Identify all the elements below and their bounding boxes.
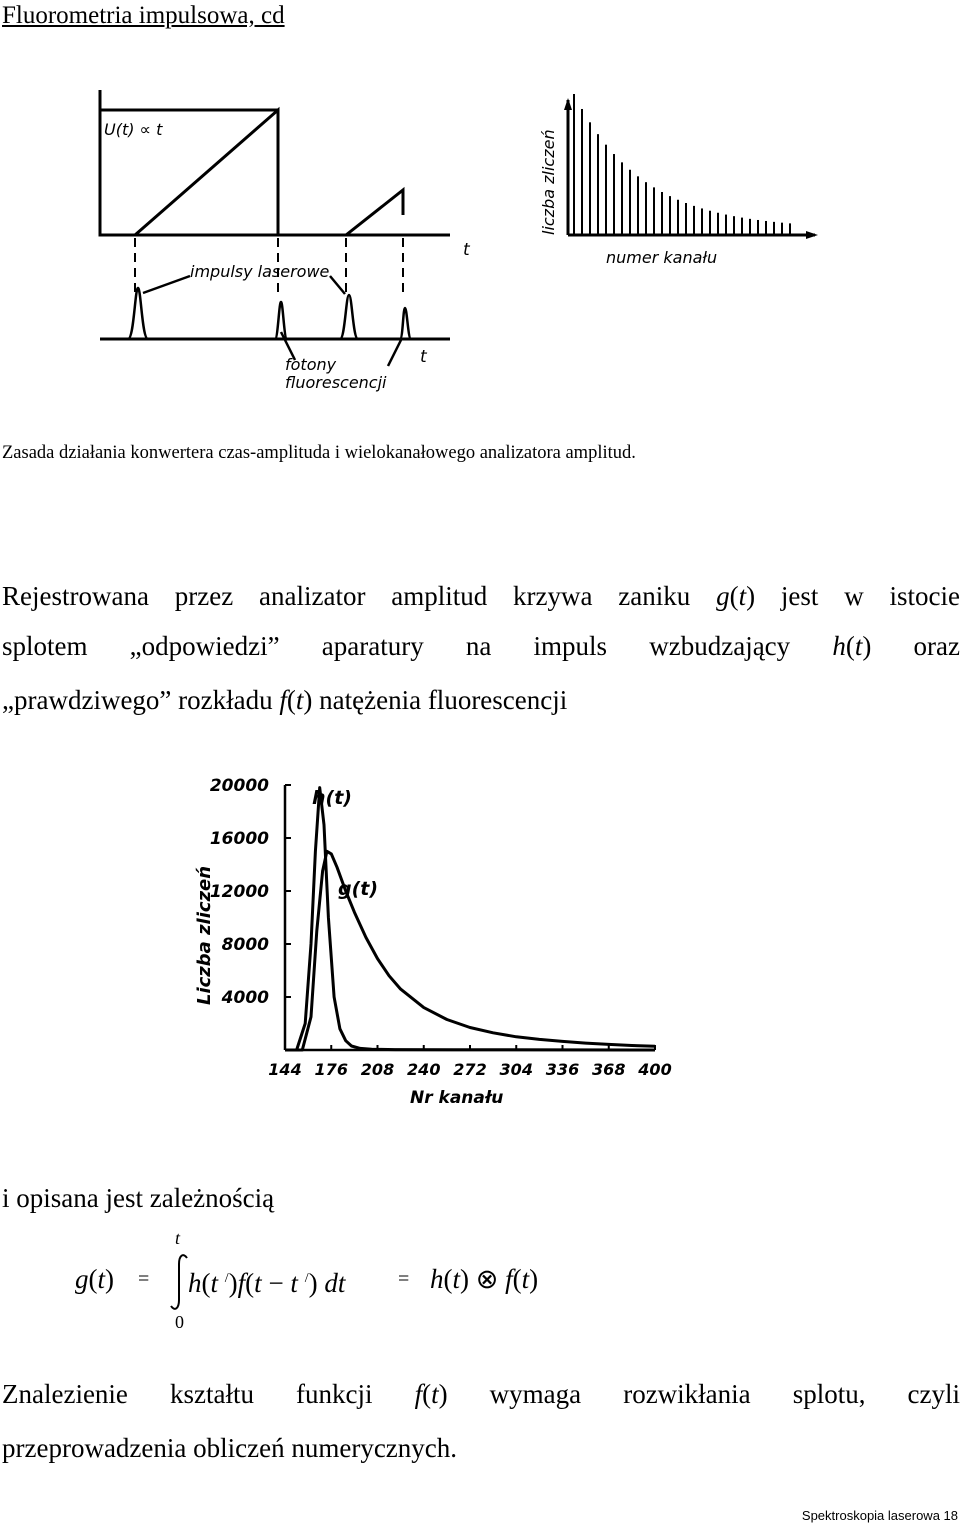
figure-caption: Zasada działania konwertera czas-amplituda i wielokanałowego analizatora amplitud.: [2, 443, 636, 463]
y-tick-label: 16000: [209, 829, 269, 849]
chart-ylabel: Liczba zliczeń: [194, 865, 215, 1005]
equation-integrand: h(t /)f(t − t /) dt: [188, 1268, 346, 1298]
laser-pulse-2: [340, 295, 358, 339]
x-tick-label: 240: [407, 1060, 441, 1079]
mca-bars: [574, 94, 790, 235]
integral-lower: 0: [175, 1312, 184, 1332]
voltage-label: U(t) ∝ t: [104, 120, 163, 139]
series-label-h: h(t): [312, 787, 352, 809]
paragraph1-line2: splotem „odpowiedzi” aparatury na impuls wzbudzający h(t) oraz: [2, 631, 960, 661]
laser-pulse-1: [128, 288, 148, 339]
paragraph3-line2: przeprowadzenia obliczeń numerycznych.: [2, 1433, 458, 1463]
mca-xlabel: numer kanału: [606, 248, 718, 267]
footer: Spektroskopia laserowa 18: [801, 1508, 958, 1523]
paragraph3-line1: Znalezienie kształtu funkcji f(t) wymaga rozwikłania splotu, czyli: [2, 1379, 960, 1409]
tac-diagram: [0, 80, 960, 430]
photon-pulse-2: [400, 308, 411, 339]
equation-rhs: h(t) ⊗ f(t): [430, 1264, 539, 1294]
mca-ylabel: liczba zliczeń: [539, 129, 558, 235]
paragraph1-line1: Rejestrowana przez analizator amplitud krzywa zaniku g(t) jest w istocie: [2, 581, 960, 611]
x-tick-label: 144: [268, 1060, 302, 1079]
laser-label: impulsy laserowe: [190, 262, 330, 281]
y-tick-label: 20000: [209, 776, 269, 796]
x-tick-label: 400: [638, 1060, 672, 1079]
x-tick-label: 208: [360, 1060, 395, 1079]
x-tick-label: 304: [499, 1060, 533, 1079]
integral-upper: t: [175, 1228, 181, 1248]
x-tick-label: 368: [592, 1060, 626, 1079]
photons-label-2: fluorescencji: [285, 373, 387, 392]
series-label-g: g(t): [338, 878, 379, 900]
photons-label-1: fotony: [285, 355, 337, 374]
paragraph2: i opisana jest zależnością: [2, 1183, 275, 1213]
chart-xlabel: Nr kanału: [410, 1088, 504, 1108]
equation-lhs: g(t): [75, 1264, 115, 1294]
voltage-ramp: [100, 90, 403, 235]
paragraph1-line3: „prawdziwego” rozkładu f(t) natężenia fluorescencji: [2, 685, 568, 715]
y-tick-label: 8000: [221, 935, 269, 955]
t-label-upper: t: [463, 240, 470, 260]
y-tick-label: 12000: [209, 882, 269, 902]
x-tick-label: 176: [314, 1060, 348, 1079]
equation-eq2: =: [398, 1268, 410, 1290]
series-line-h: [285, 788, 655, 1050]
y-tick-label: 4000: [221, 988, 269, 1008]
t-label-lower: t: [420, 347, 427, 367]
page-title: Fluorometria impulsowa, cd: [2, 2, 285, 29]
equation-eq1: =: [138, 1268, 150, 1290]
decay-chart: [180, 765, 700, 1115]
x-tick-label: 336: [545, 1060, 580, 1079]
x-tick-label: 272: [453, 1060, 487, 1079]
